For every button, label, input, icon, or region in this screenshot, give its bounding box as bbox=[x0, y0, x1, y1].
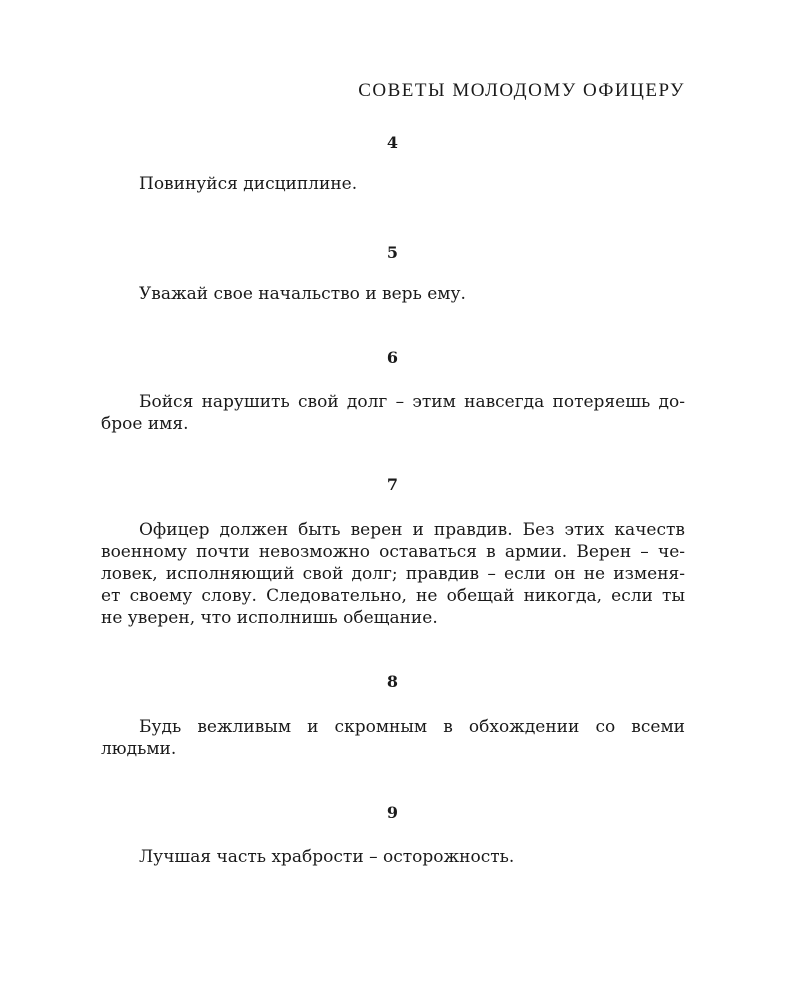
rule-number: 4 bbox=[386, 133, 399, 152]
rule-line: не уверен, что исполнишь обещание. bbox=[101, 608, 438, 628]
rule-text bbox=[101, 391, 685, 435]
rule-text bbox=[101, 283, 685, 305]
rule-line: людьми. bbox=[101, 739, 177, 759]
rule-line: ловек, исполняющий свой долг; правдив – если он не изменя- bbox=[101, 564, 685, 584]
rule-text bbox=[101, 173, 685, 195]
rule-text bbox=[101, 846, 685, 868]
rule-line: Повинуйся дисциплине. bbox=[139, 174, 358, 194]
rule-number: 5 bbox=[386, 243, 399, 262]
rule-line: Уважай свое начальство и верь ему. bbox=[139, 284, 466, 304]
rule-line: Бойся нарушить свой долг – этим навсегда потеряешь до- bbox=[139, 392, 685, 412]
rule-line: военному почти невозможно оставаться в армии. Верен – че- bbox=[101, 542, 685, 562]
running-title: СОВЕТЫ МОЛОДОМУ ОФИЦЕРУ bbox=[358, 80, 685, 101]
rule-line: ет своему слову. Следовательно, не обещай никогда, если ты bbox=[101, 586, 685, 606]
rule-line: Офицер должен быть верен и правдив. Без этих качеств bbox=[139, 520, 685, 540]
rule-number: 7 bbox=[386, 475, 399, 494]
rule-line: Будь вежливым и скромным в обхождении со всеми bbox=[139, 717, 685, 737]
rule-number: 8 bbox=[386, 672, 399, 691]
rule-number: 9 bbox=[386, 803, 399, 822]
rule-text bbox=[101, 716, 685, 760]
rule-text bbox=[101, 519, 685, 629]
rule-line: брое имя. bbox=[101, 414, 189, 434]
rule-number: 6 bbox=[386, 348, 399, 367]
rule-line: Лучшая часть храбрости – осторожность. bbox=[139, 847, 515, 867]
